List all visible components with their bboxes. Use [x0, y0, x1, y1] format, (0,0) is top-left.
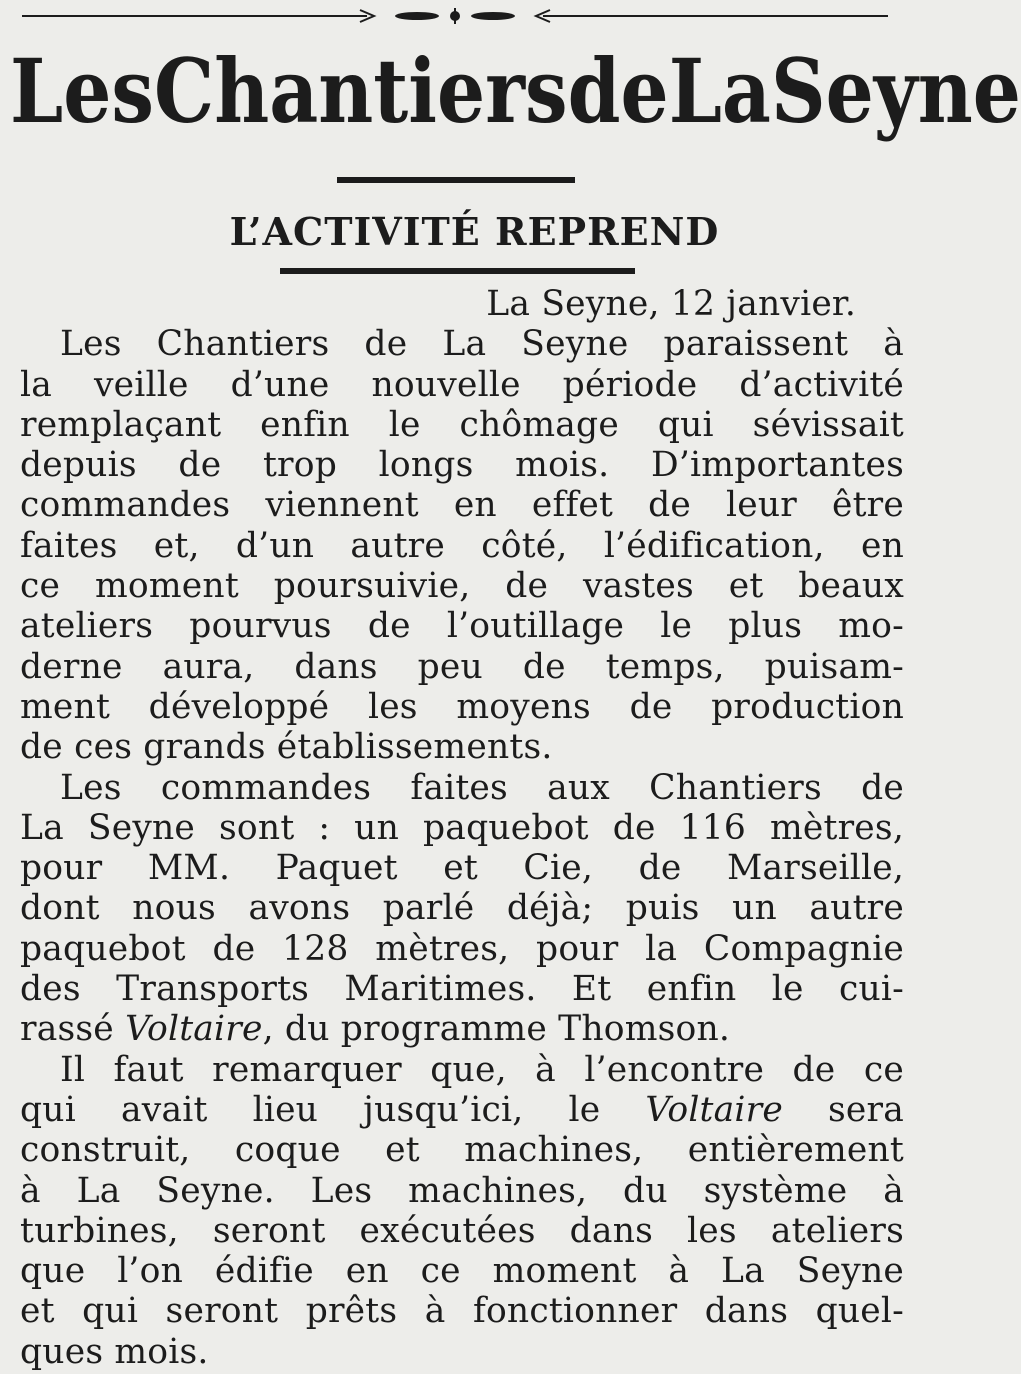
- headline-divider: [337, 177, 575, 183]
- text-line: paquebot de 128 mètres, pour la Compagnie: [20, 928, 904, 969]
- ornamental-rule: [22, 8, 888, 24]
- text-line: turbines, seront exécutées dans les ateliers: [20, 1210, 904, 1251]
- text-line: de ces grands établissements.: [20, 727, 553, 768]
- text-line: faites et, d’un autre côté, l’édification, en: [20, 525, 904, 566]
- text-line: que l’on édifie en ce moment à La Seyne: [20, 1251, 904, 1292]
- headline-word: de: [567, 39, 669, 143]
- headline-word: Seyne: [770, 39, 1021, 143]
- article-headline: [10, 36, 1021, 146]
- text-line: remplaçant enfin le chômage qui sévissait: [20, 404, 904, 445]
- text-line: Il faut remarquer que, à l’encontre de ce: [60, 1049, 904, 1090]
- text-line: dont nous avons parlé déjà; puis un autre: [20, 888, 904, 929]
- dateline: La Seyne, 12 janvier.: [486, 284, 856, 324]
- headline-word: Chantiers: [153, 39, 568, 143]
- text-line: à La Seyne. Les machines, du système à: [20, 1170, 904, 1211]
- text-line: ment développé les moyens de production: [20, 686, 904, 727]
- text-line: ateliers pourvus de l’outillage le plus mo-: [20, 606, 904, 647]
- text-line: et qui seront prêts à fonctionner dans quel-: [20, 1291, 904, 1332]
- text-line: la veille d’une nouvelle période d’activité: [20, 364, 904, 405]
- text-line: construit, coque et machines, entièrement: [20, 1130, 904, 1171]
- subheadline-divider: [280, 268, 635, 274]
- ship-name: Voltaire: [645, 1089, 783, 1130]
- text-line: La Seyne sont : un paquebot de 116 mètres,: [20, 807, 904, 848]
- text-line: Les commandes faites aux Chantiers de: [60, 767, 904, 808]
- text-line: rassé Voltaire, du programme Thomson.: [20, 1009, 731, 1050]
- text-line: Les Chantiers de La Seyne paraissent à: [60, 324, 904, 365]
- article-subheadline: L’ACTIVITÉ REPREND: [229, 209, 720, 254]
- text-line: pour MM. Paquet et Cie, de Marseille,: [20, 848, 904, 889]
- text-line: qui avait lieu jusqu’ici, le Voltaire sera: [20, 1089, 904, 1130]
- headline-word: La: [668, 39, 771, 143]
- headline-word: Les: [10, 39, 154, 143]
- text-line: ce moment poursuivie, de vastes et beaux: [20, 566, 904, 607]
- text-line: ques mois.: [20, 1331, 209, 1372]
- text-line: des Transports Maritimes. Et enfin le cui-: [20, 969, 904, 1010]
- text-line: depuis de trop longs mois. D’importantes: [20, 445, 904, 486]
- ship-name: Voltaire: [125, 1009, 263, 1050]
- article-body: [20, 284, 904, 1372]
- text-line: commandes viennent en effet de leur être: [20, 485, 904, 526]
- text-line: derne aura, dans peu de temps, puisam-: [20, 646, 904, 687]
